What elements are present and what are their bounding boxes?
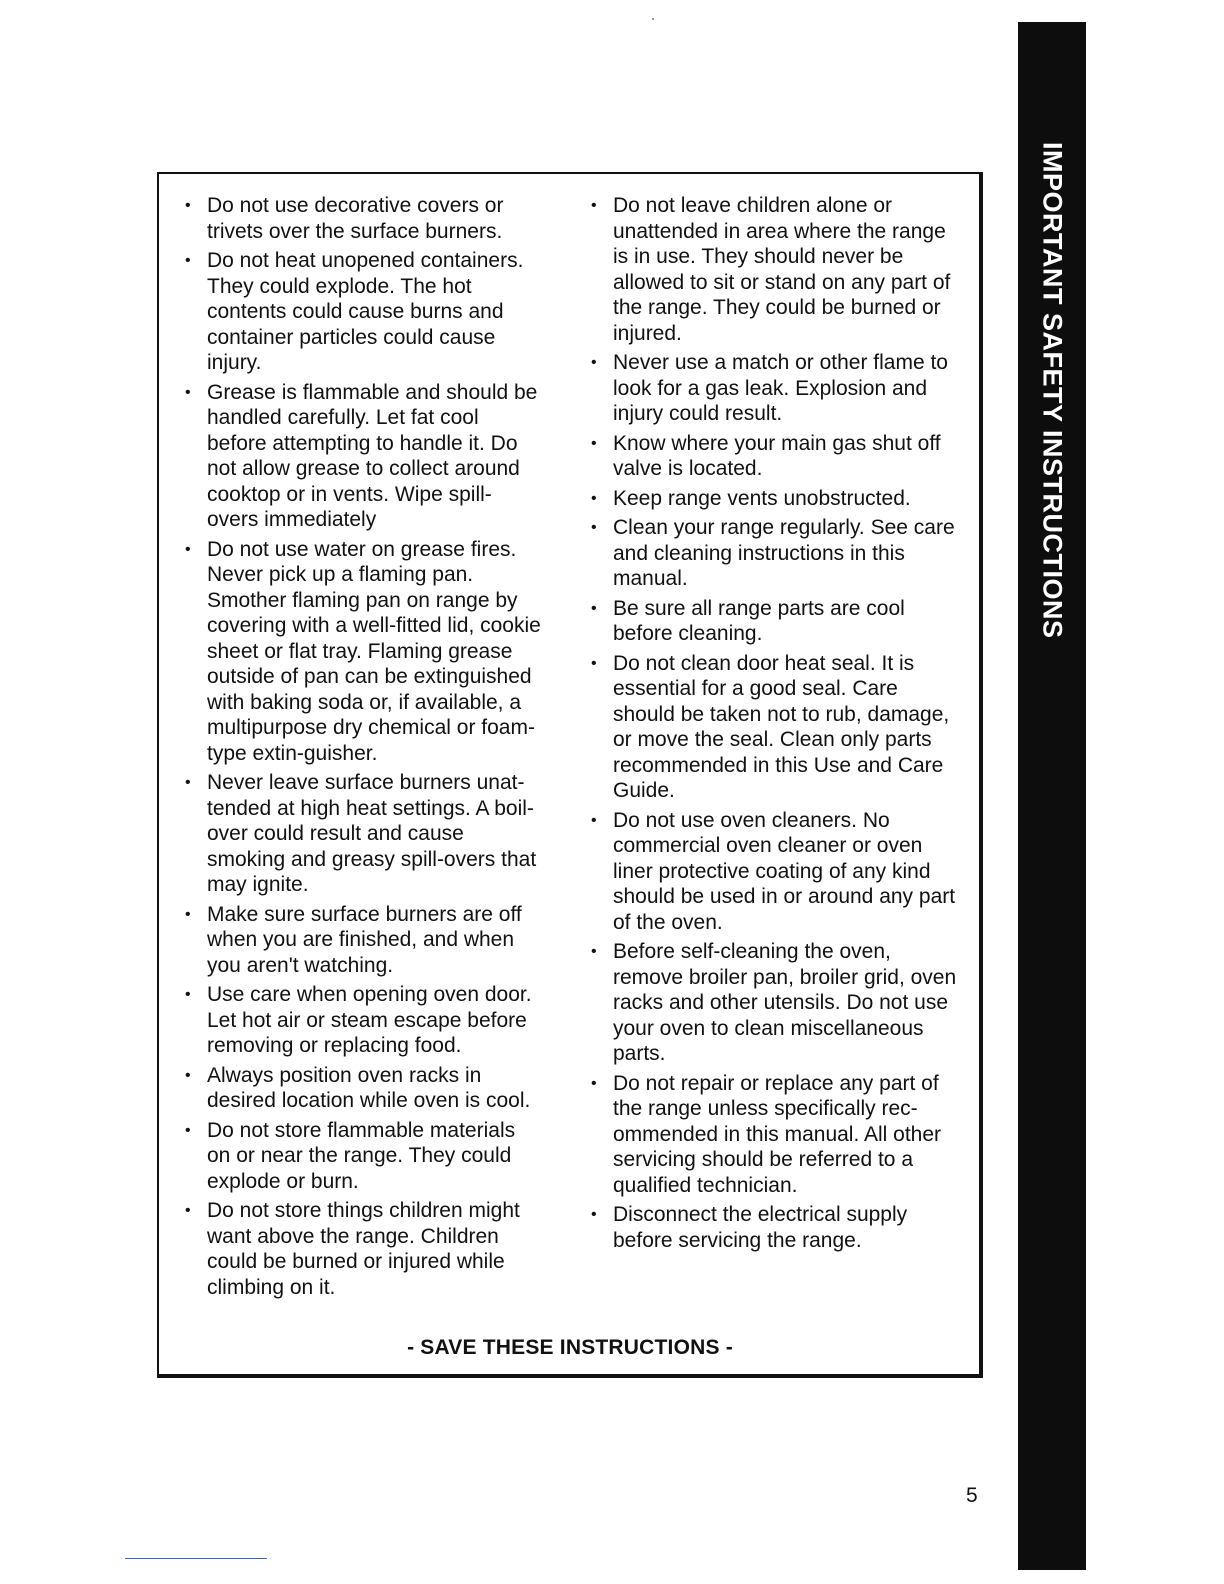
bullet-icon: • xyxy=(591,599,597,617)
side-tab-label: IMPORTANT SAFETY INSTRUCTIONS xyxy=(1037,141,1068,639)
bullet-icon: • xyxy=(185,1066,191,1084)
list-item xyxy=(183,1118,543,1195)
list-item xyxy=(589,1202,964,1253)
bullet-icon: • xyxy=(185,1202,191,1219)
bullet-icon: • xyxy=(185,1121,191,1139)
bullet-icon: • xyxy=(591,519,597,536)
save-instructions-footer: - SAVE THESE INSTRUCTIONS - xyxy=(407,1336,733,1359)
bullet-icon: • xyxy=(185,252,191,269)
list-item-text: Do not repair or replace any part of the range unless specifically rec-ommended in this manual. All other servicing should be referred to a qualified technician. xyxy=(613,1071,942,1197)
bullet-icon: • xyxy=(591,654,597,672)
bullet-icon: • xyxy=(185,905,191,923)
list-item-text: Disconnect the electrical supply before servicing the range. xyxy=(613,1203,908,1252)
list-item-text: Be sure all range parts are cool before cleaning. xyxy=(613,596,905,645)
list-item-text: Keep range vents unobstructed. xyxy=(613,486,911,510)
page-number: 5 xyxy=(966,1484,978,1507)
list-item xyxy=(183,537,543,767)
list-item-text: Do not heat unopened containers. They could explode. The hot contents could cause burns and container particles could cause injury. xyxy=(207,249,524,374)
list-item xyxy=(183,770,543,898)
bullet-icon: • xyxy=(591,354,597,371)
list-item xyxy=(589,651,964,804)
bullet-icon: • xyxy=(591,811,597,829)
list-item xyxy=(589,1071,964,1199)
list-item-text: Always position oven racks in desired location while oven is cool. xyxy=(207,1063,531,1112)
list-item xyxy=(589,486,964,512)
list-item-text: Grease is flammable and should be handled carefully. Let fat cool before attempting to handle it. Do not allow grease to collect around cooktop or in vents. Wipe spill-overs immediately xyxy=(207,380,538,531)
bullet-icon: • xyxy=(591,1074,597,1092)
list-item xyxy=(589,808,964,936)
bullet-icon: • xyxy=(591,489,597,507)
list-item xyxy=(589,431,964,482)
list-item-text: Use care when opening oven door. Let hot air or steam escape before removing or replacing food. xyxy=(207,983,532,1057)
list-item xyxy=(183,193,543,244)
list-item xyxy=(183,982,543,1059)
list-item-text: Never leave surface burners unat-tended at high heat settings. A boil-over could result and cause smoking and greasy spill-overs that may ignite. xyxy=(207,771,537,896)
list-item xyxy=(589,193,964,346)
list-item-text: Do not use oven cleaners. No commercial oven cleaner or oven liner protective coating of any kind should be used in or around any part of the oven. xyxy=(613,808,956,934)
right-column xyxy=(589,193,964,1257)
list-item-text: Know where your main gas shut off valve is located. xyxy=(613,431,941,480)
bullet-icon: • xyxy=(185,774,191,791)
list-item xyxy=(589,515,964,592)
bullet-icon: • xyxy=(591,1206,597,1223)
list-item xyxy=(589,596,964,647)
list-item-text: Do not store flammable materials on or near the range. They could explode or burn. xyxy=(207,1118,516,1193)
list-item-text: Clean your range regularly. See care and cleaning instructions in this manual. xyxy=(613,516,955,590)
list-item-text: Before self-cleaning the oven, remove broiler pan, broiler grid, oven racks and other utensils. Do not use your oven to clean miscellaneous parts. xyxy=(613,940,957,1065)
bullet-icon: • xyxy=(185,197,191,214)
list-item xyxy=(183,902,543,979)
scan-line xyxy=(125,1558,267,1559)
list-item xyxy=(589,939,964,1067)
bullet-icon: • xyxy=(591,943,597,960)
list-item xyxy=(589,350,964,427)
list-item-text: Do not use water on grease fires. Never pick up a flaming pan. Smother flaming pan on range by covering with a well-fitted lid, cookie sheet or flat tray. Flaming grease outside of pan can be extinguished with baking soda or, if available, a multipurpose dry chemical or foam-type extin-guisher. xyxy=(207,537,541,765)
bullet-icon: • xyxy=(591,197,597,214)
scan-mark xyxy=(652,18,654,20)
list-item-text: Never use a match or other flame to look for a gas leak. Explosion and injury could result. xyxy=(613,351,948,425)
list-item-text: Do not use decorative covers or trivets over the surface burners. xyxy=(207,194,504,243)
left-column xyxy=(183,193,543,1304)
list-item-text: Do not leave children alone or unattended in area where the range is in use. They should never be allowed to sit or stand on any part of the range. They could be burned or injured. xyxy=(613,194,951,345)
list-item-text: Make sure surface burners are off when you are finished, and when you aren't watching. xyxy=(207,902,522,977)
bullet-icon: • xyxy=(591,434,597,452)
bullet-icon: • xyxy=(185,986,191,1003)
bullet-icon: • xyxy=(185,540,191,558)
bullet-icon: • xyxy=(185,383,191,401)
list-item-text: Do not store things children might want above the range. Children could be burned or injured while climbing on it. xyxy=(207,1199,520,1299)
list-item xyxy=(183,1198,543,1300)
list-item xyxy=(183,248,543,376)
list-item xyxy=(183,1063,543,1114)
list-item xyxy=(183,380,543,533)
list-item-text: Do not clean door heat seal. It is essential for a good seal. Care should be taken not to rub, damage, or move the seal. Clean only parts recommended in this Use and Care Guide. xyxy=(613,651,950,802)
